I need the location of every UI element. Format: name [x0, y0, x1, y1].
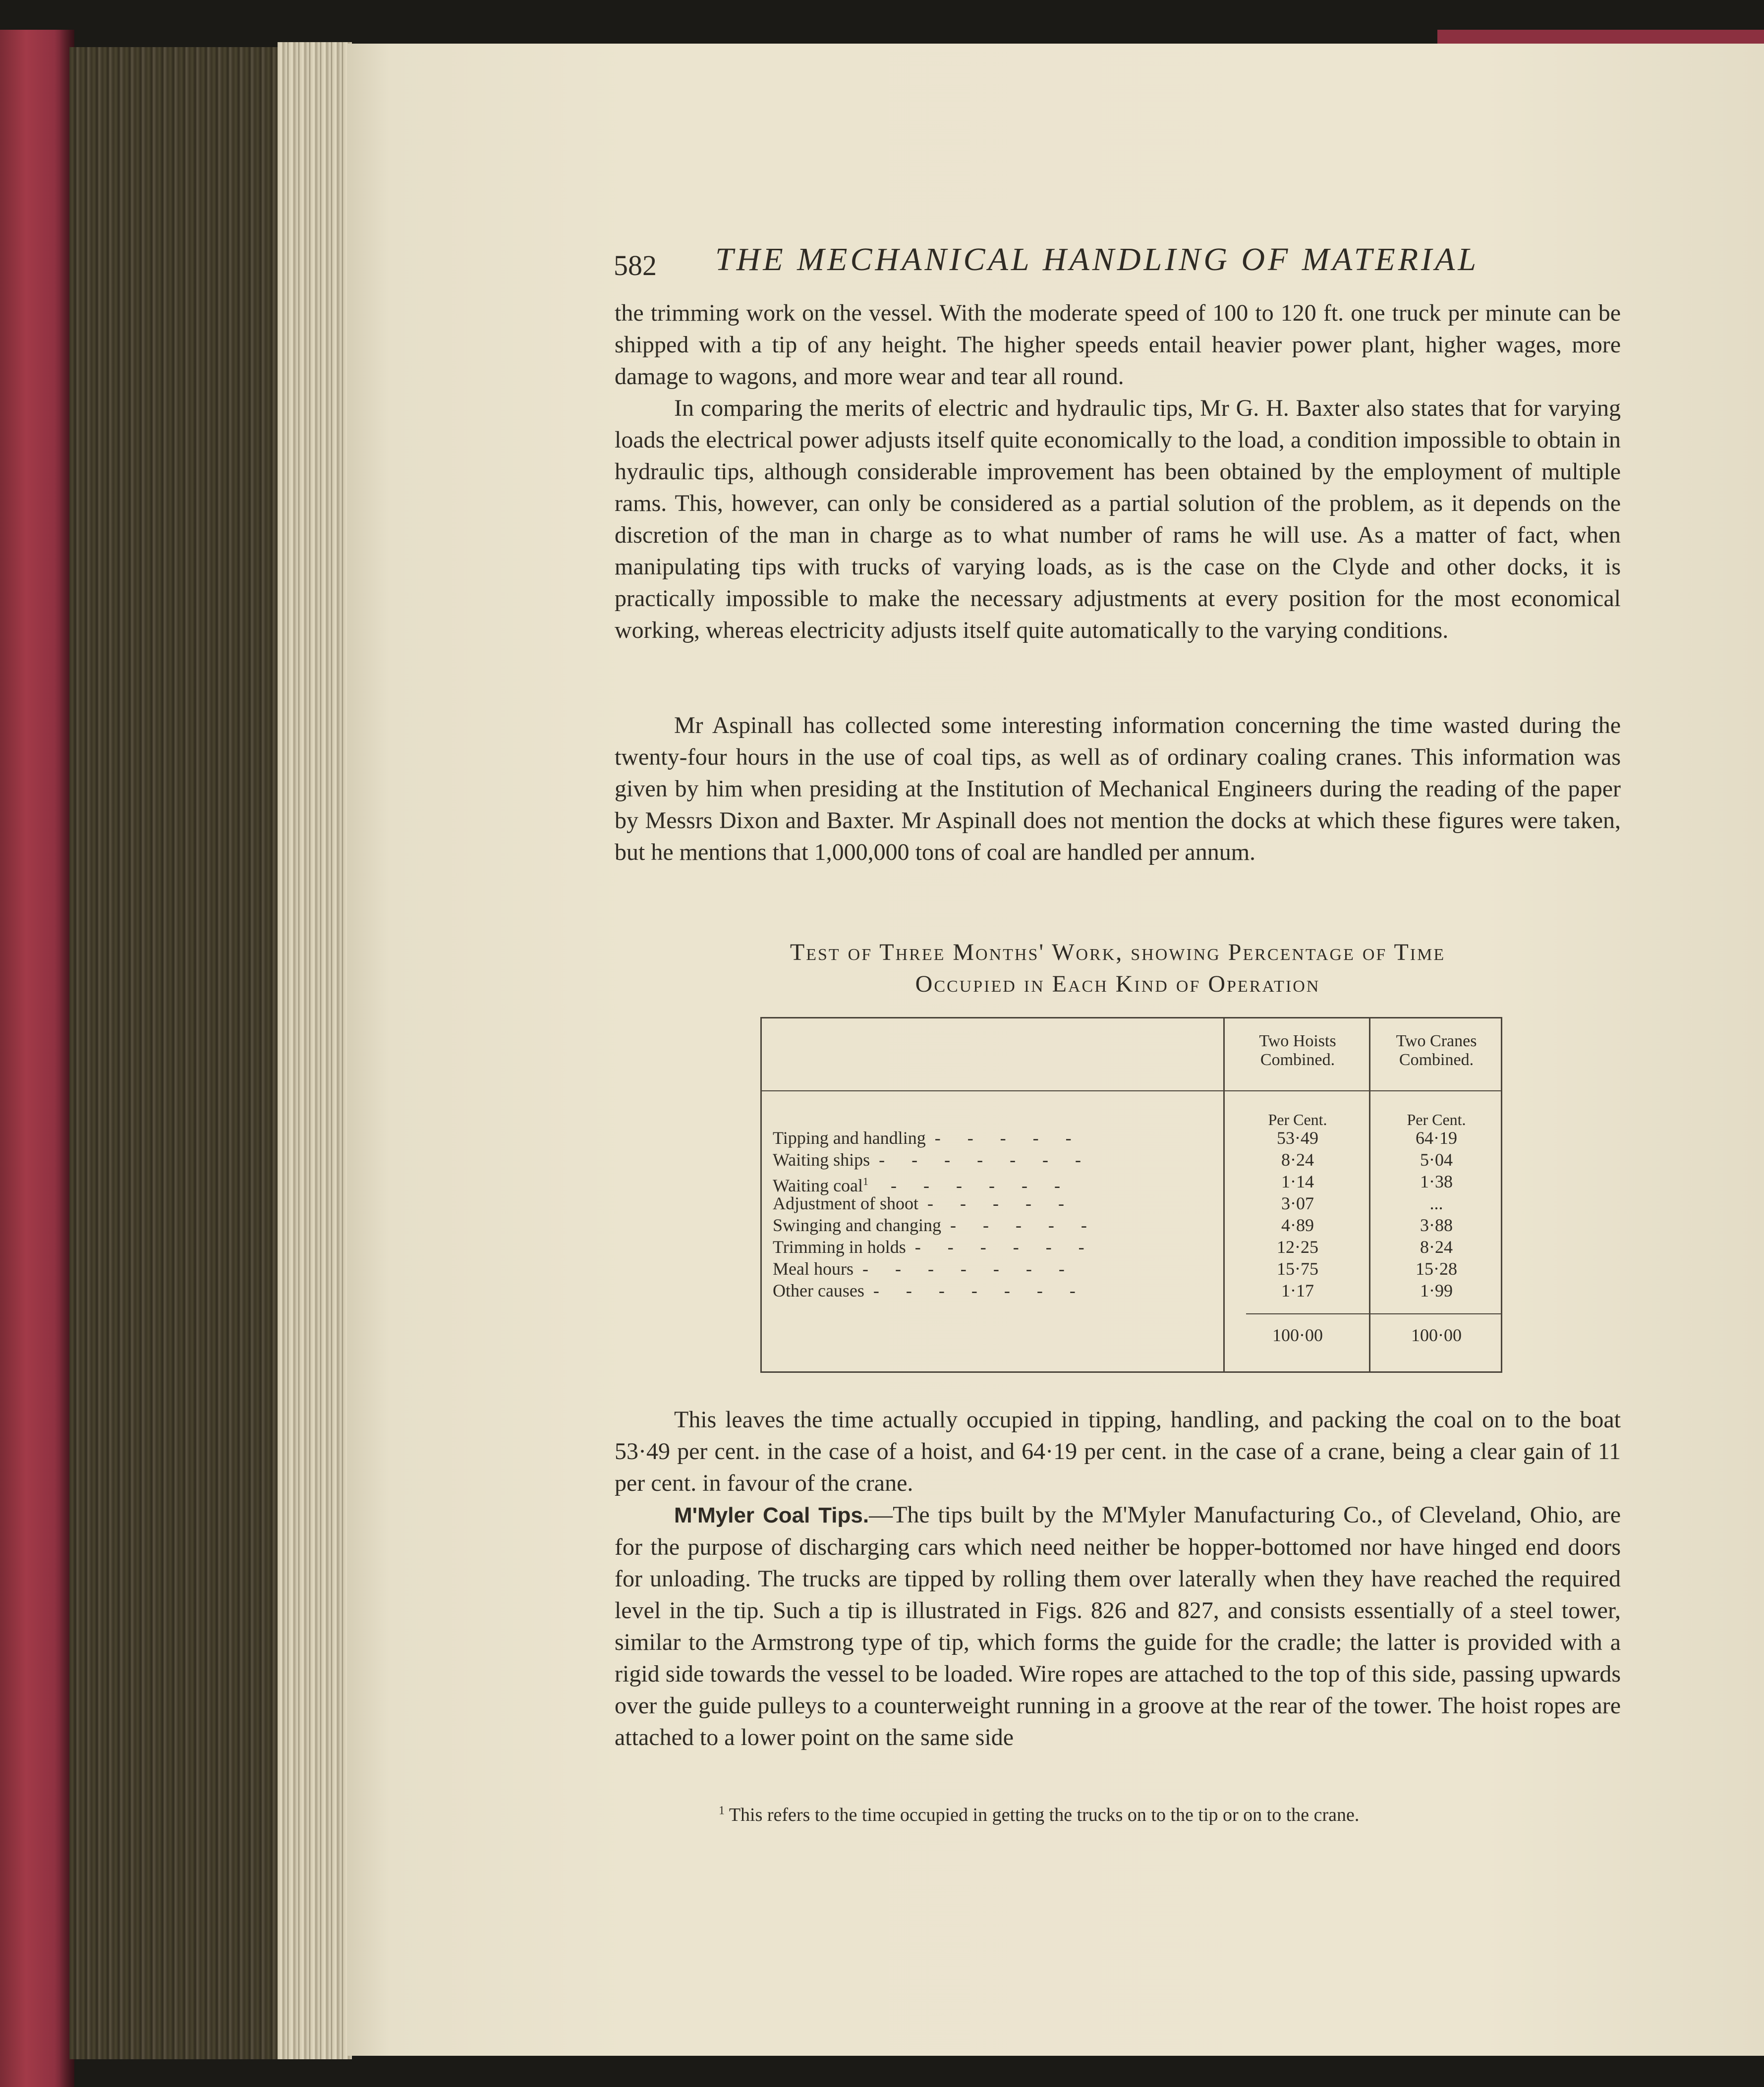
column-header-hoists: Two Hoists Combined.: [1259, 1032, 1336, 1069]
unit-cranes: Per Cent.: [1407, 1111, 1466, 1128]
row-value-cranes: 5·04: [1420, 1150, 1453, 1170]
row-value-hoists: 1·14: [1281, 1172, 1314, 1191]
row-label: Waiting ships -: [773, 1149, 1090, 1171]
table-total-rule: [1246, 1313, 1502, 1314]
paragraph-5-body: —The tips built by the M'Myler Manufacturing Co., of Cleveland, Ohio, are for the purpose of discharging cars which need neither be hopper-bottomed nor have hinged end doors for unloading. The trucks are tipped by rolling them over laterally when they have reached the required level in the tip. Such a tip is illustrated in Figs. 826 and 827, and consists essentially of a steel tower, similar to the Armstrong type of tip, which forms the guide for the cradle; the latter is provided with a rigid side towards the vessel to be loaded. Wire ropes are attached to the top of this side, passing upwards over the guide pulleys to a counterweight running in a groove at the rear of the tower. The hoist ropes are attached to a lower point on the same side: [615, 1502, 1621, 1750]
table-divider-2: [1369, 1017, 1370, 1373]
row-label: Meal hours -: [773, 1258, 1090, 1280]
table-caption-line-1: Test of Three Months' Work, showing Percentage of Time: [790, 939, 1446, 965]
table-caption: [615, 937, 1621, 1000]
row-value-hoists: 1·17: [1281, 1281, 1314, 1300]
table-divider-1: [1223, 1017, 1225, 1373]
row-value-hoists: 3·07: [1281, 1193, 1314, 1213]
row-label: Adjustment of shoot -: [773, 1192, 1090, 1214]
footnote-marker: 1: [719, 1804, 725, 1817]
footnote: [719, 1804, 1660, 1826]
paragraph-5: [615, 1499, 1621, 1753]
table-right-border: [1501, 1017, 1502, 1373]
row-value-cranes: 15·28: [1416, 1259, 1457, 1279]
row-label: Swinging and changing -: [773, 1214, 1090, 1236]
column-header-cranes: Two Cranes Combined.: [1396, 1032, 1477, 1069]
section-heading: M'Myler Coal Tips.: [674, 1503, 869, 1527]
row-label-waiting-coal: Waiting coal$^1$ - - - - - -: [773, 1175, 1060, 1195]
page-number: 582: [614, 249, 657, 282]
row-label: Trimming in holds -: [773, 1236, 1090, 1258]
time-percentage-table: [760, 1017, 1502, 1374]
table-bottom-rule: [760, 1371, 1502, 1373]
footnote-text: This refers to the time occupied in getting the trucks on to the tip or on to the crane.: [729, 1805, 1360, 1825]
row-value-cranes: 3·88: [1420, 1215, 1453, 1235]
row-value-cranes: 8·24: [1420, 1237, 1453, 1257]
row-value-hoists: 12·25: [1277, 1237, 1318, 1257]
row-label: Other causes -: [773, 1280, 1090, 1301]
row-value-hoists: 15·75: [1277, 1259, 1318, 1279]
row-value-cranes: 1·99: [1420, 1281, 1453, 1300]
table-left-border: [760, 1017, 762, 1373]
running-title: THE MECHANICAL HANDLING OF MATERIAL: [715, 241, 1479, 278]
row-value-hoists: 4·89: [1281, 1215, 1314, 1235]
table-caption-line-2: Occupied in Each Kind of Operation: [915, 971, 1320, 997]
row-value-cranes: 1·38: [1420, 1172, 1453, 1191]
paragraph-1: the trimming work on the vessel. With the moderate speed of 100 to 120 ft. one truck per minute can be shipped with a tip of any height. The higher speeds entail heavier power plant, higher wages, more damage to wagons, and more wear and tear all round.: [615, 300, 1621, 390]
running-header: [614, 239, 1625, 283]
row-label: Tipping and handling -: [773, 1127, 1090, 1149]
page-edges: [278, 42, 352, 2059]
total-cranes: 100·00: [1411, 1325, 1462, 1345]
paragraph-4: This leaves the time actually occupied in tipping, handling, and packing the coal on to the boat 53·49 per cent. in the case of a hoist, and 64·19 per cent. in the case of a crane, being a clear gain of 11 per cent. in favour of the crane.: [615, 1407, 1621, 1496]
total-hoists: 100·00: [1272, 1325, 1323, 1345]
table-top-rule: [760, 1017, 1502, 1018]
unit-hoists: Per Cent.: [1268, 1111, 1327, 1128]
paragraph-2: In comparing the merits of electric and hydraulic tips, Mr G. H. Baxter also states that for varying loads the electrical power adjusts itself quite economically to the load, a condition impossible to obtain in hydraulic tips, although considerable improvement has been obtained by the employment of multiple rams. This, however, can only be considered as a partial solution of the problem, as it depends on the discretion of the man in charge as to what number of rams he will use. As a matter of fact, when manipulating tips with trucks of varying loads, as is the case on the Clyde and other docks, it is practically impossible to make the necessary adjustments at every position for the most economical working, whereas electricity adjusts itself quite automatically to the varying conditions.: [615, 395, 1621, 643]
row-value-cranes: ...: [1429, 1193, 1443, 1213]
row-value-cranes: 64·19: [1416, 1128, 1457, 1148]
row-value-hoists: 53·49: [1277, 1128, 1318, 1148]
book-cover: [0, 30, 74, 2087]
paragraph-3: Mr Aspinall has collected some interesting information concerning the time wasted during the twenty-four hours in the use of coal tips, as well as of ordinary coaling cranes. This information was given by him when presiding at the Institution of Mechanical Engineers during the reading of the paper by Messrs Dixon and Baxter. Mr Aspinall does not mention the docks at which these figures were taken, but he mentions that 1,000,000 tons of coal are handled per annum.: [615, 712, 1621, 865]
table-header-rule: [760, 1090, 1502, 1091]
row-value-hoists: 8·24: [1281, 1150, 1314, 1170]
